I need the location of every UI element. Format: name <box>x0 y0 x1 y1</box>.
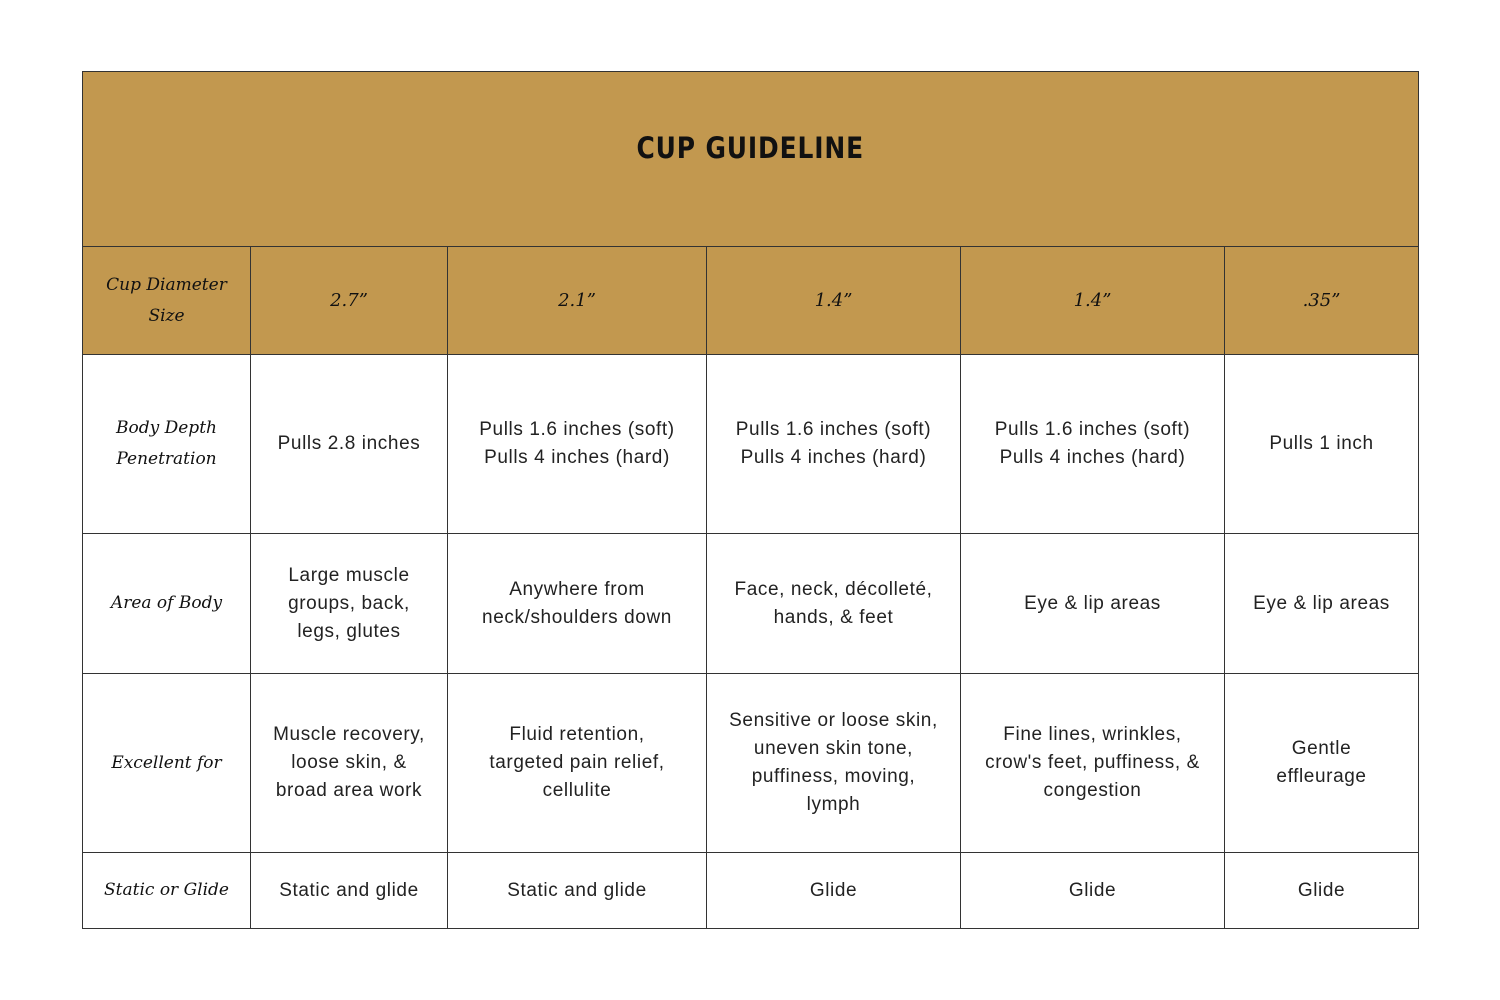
cell-line: puffiness, moving, <box>751 766 916 787</box>
cell-area-2 <box>448 534 707 674</box>
cell-line: Pulls 4 inches (hard) <box>740 447 927 468</box>
cell-line: hands, & feet <box>773 606 894 628</box>
column-header-4: 1.4” <box>961 247 1225 355</box>
row-label-depth-line: Body Depth <box>116 418 217 438</box>
cell-line: lymph <box>806 794 861 815</box>
table-title: CUP GUIDELINE <box>636 131 865 165</box>
cell-line: Static and glide <box>507 879 647 901</box>
cup-guideline-table-wrap <box>82 71 1418 929</box>
cell-line: Static and glide <box>279 879 419 901</box>
cell-line: Fluid retention, <box>509 724 645 745</box>
cell-depth-1 <box>251 355 448 534</box>
table-title-cell <box>83 72 1419 247</box>
cell-area-1 <box>251 534 448 674</box>
cell-line: Sensitive or loose skin, <box>729 710 938 731</box>
row-label-area-text: Area of Body <box>110 593 223 613</box>
cell-depth-2 <box>448 355 707 534</box>
cell-excellent-4 <box>961 674 1225 853</box>
row-label-diameter <box>83 247 251 355</box>
cell-line: Pulls 1.6 inches (soft) <box>479 419 675 440</box>
cell-static-3 <box>707 853 961 929</box>
cell-line: Pulls 1 inch <box>1269 433 1374 454</box>
cell-line: Fine lines, wrinkles, <box>1003 724 1182 745</box>
cell-line: Pulls 4 inches (hard) <box>999 447 1186 468</box>
cell-line: Glide <box>809 879 858 901</box>
cell-line: Eye & lip areas <box>1253 592 1390 614</box>
row-label-depth <box>83 355 251 534</box>
column-header-3: 1.4” <box>707 247 961 355</box>
cell-line: Anywhere from <box>509 578 645 600</box>
cell-line: effleurage <box>1276 766 1367 787</box>
cell-line: groups, back, <box>288 592 410 614</box>
cell-line: legs, glutes <box>297 620 401 642</box>
cell-line: cellulite <box>542 780 612 801</box>
row-label-diameter-text: Cup Diameter Size <box>106 274 227 326</box>
row-label-static <box>83 853 251 929</box>
row-label-static-text: Static or Glide <box>104 880 229 900</box>
cell-line: Pulls 2.8 inches <box>277 433 421 454</box>
row-label-excellent-text: Excellent for <box>111 752 222 773</box>
cell-depth-3 <box>707 355 961 534</box>
cell-area-3 <box>707 534 961 674</box>
cell-line: uneven skin tone, <box>753 738 914 759</box>
table-row-area <box>83 534 1419 674</box>
cell-static-1 <box>251 853 448 929</box>
cell-excellent-1 <box>251 674 448 853</box>
cell-excellent-3 <box>707 674 961 853</box>
table-row-depth <box>83 355 1419 534</box>
cell-line: neck/shoulders down <box>482 606 672 628</box>
cup-guideline-table <box>82 71 1419 929</box>
cell-excellent-5 <box>1225 674 1419 853</box>
header-row <box>83 247 1419 355</box>
title-row <box>83 72 1419 247</box>
cell-line: targeted pain relief, <box>489 752 665 773</box>
cell-line: congestion <box>1043 780 1142 801</box>
cell-area-5 <box>1225 534 1419 674</box>
cell-line: Glide <box>1068 879 1117 901</box>
cell-excellent-2 <box>448 674 707 853</box>
row-label-area <box>83 534 251 674</box>
cell-line: broad area work <box>275 780 423 801</box>
cell-line: crow's feet, puffiness, & <box>985 752 1200 773</box>
column-header-2: 2.1” <box>448 247 707 355</box>
cell-line: Pulls 1.6 inches (soft) <box>994 419 1191 440</box>
cell-static-5 <box>1225 853 1419 929</box>
column-header-1: 2.7” <box>251 247 448 355</box>
cell-area-4 <box>961 534 1225 674</box>
cell-depth-4 <box>961 355 1225 534</box>
table-row-excellent <box>83 674 1419 853</box>
column-header-5: .35” <box>1225 247 1419 355</box>
cell-line: Eye & lip areas <box>1024 592 1161 614</box>
cell-line: Pulls 1.6 inches (soft) <box>735 419 932 440</box>
row-label-excellent <box>83 674 251 853</box>
cell-static-4 <box>961 853 1225 929</box>
cell-line: Large muscle <box>288 564 410 586</box>
row-label-depth-line: Penetration <box>116 449 217 469</box>
cell-line: Muscle recovery, <box>273 724 425 745</box>
cell-depth-5 <box>1225 355 1419 534</box>
table-row-static <box>83 853 1419 929</box>
cell-line: Face, neck, décolleté, <box>734 578 933 600</box>
cell-line: Glide <box>1297 879 1346 901</box>
cell-line: loose skin, & <box>291 752 407 773</box>
cell-static-2 <box>448 853 707 929</box>
cell-line: Pulls 4 inches (hard) <box>484 447 670 468</box>
cell-line: Gentle <box>1291 738 1352 759</box>
